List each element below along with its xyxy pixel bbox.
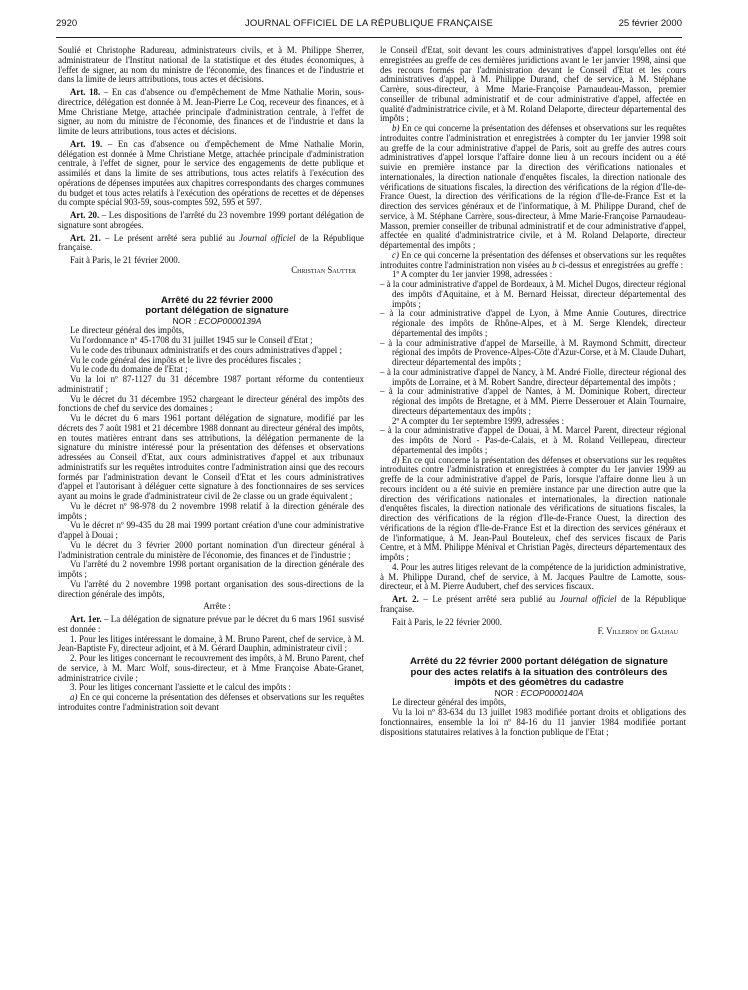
fait-a-paris: Fait à Paris, le 22 février 2000. <box>392 616 502 627</box>
fait-a-paris: Fait à Paris, le 21 février 2000. <box>70 255 180 265</box>
list-item: 4. Pour les autres litiges relevant de la compétence de la juridiction administrative, à M. Philippe Durand, chef de service, à M. Jacques Paultre de Lamotte, sous-directeur, et à M. Pierre Audubert, chef des services fiscaux. <box>380 561 686 592</box>
paragraph: Vu l'ordonnance nº 45-1708 du 31 juillet 1945 sur le Conseil d'Etat ; <box>70 335 313 345</box>
decree-title-line-3: impôts et des géomètres du cadastre <box>454 677 624 688</box>
nor-label: NOR : <box>494 687 521 698</box>
article-2 <box>380 595 686 615</box>
sub-item-text: En ce qui concerne la présentation des défenses et observations sur les requêtes introduites contre l'administration et enregistrées à compter du 1er janvier 1999 au greffe de la cour administrative d'appel de Paris, lorsque l'affaire donne lieu à un recours incident ou a été suivie en première instance par une direction autre que la direction des vérifications nationales et internationales, la direction nationale d'enquêtes fiscales, la direction nationale des vérifications de situations fiscales, la direction des vérifications de la région d'Ile-de-France Ouest, la direction des vérifications de la région d'Ile-de-France Est et la direction des services généraux et de l'informatique, à M. Jean-Paul Bouteleux, chef des services fiscaux de Paris Centre, et à MM. Philippe Ménival et Christian Pagès, directeurs départementaux des impôts ; <box>380 454 686 562</box>
sub-item-label: d) <box>392 454 400 465</box>
sub-item-a <box>58 693 364 713</box>
dash-item: – à la cour administrative d'appel de Bordeaux, à M. Michel Dugos, directeur régional des impôts d'Aquitaine, et à M. Bernard Heissat, directeur départemental des impôts ; <box>380 279 686 309</box>
article-text: de la République française. <box>380 594 686 614</box>
article-text: – En cas d'absence ou d'empêchement de Mme Nathalie Morin, sous-directrice, délégation est donnée à M. Jean-Pierre Le Coq, receveur des finances, et à Mme Christiane Metge, attachée principale d'administration centrale, à l'effet de signer, au nom du ministre de l'économie, des finances et de l'industrie et dans la limite de leurs attributions, tous actes et décisions. <box>58 87 364 136</box>
journal-name: Journal officiel <box>239 232 296 243</box>
sub-item-text: En ce qui concerne la présentation des défenses et observations sur les requêtes introduites contre l'administration et enregistrées à compter du 1er janvier 1998 soit au greffe de la cour administrative d'appel de Paris, soit au greffe des autres cours administratives d'appel lorsque l'affaire donne lieu à un recours incident ou a été suivie en première instance par la direction des vérifications nationales et internationales, la direction nationale d'enquêtes fiscales, la direction nationale des vérifications de situations fiscales, la direction des vérifications de la région d'Ile-de-France Ouest, la direction des vérifications de la région d'Ile-de-France Est et la direction des services généraux et de l'informatique, à M. Philippe Durand, chef de service, à M. Stéphane Carrère, sous-directeur, à Mme Marie-Françoise Parnaudeau-Masson, premier conseiller de tribunal administratif et de cour administrative d'appel, affectée en qualité d'administratrice civile, et à M. Roland Delaporte, directeur départemental des impôts ; <box>380 123 686 250</box>
article-text: – En cas d'absence ou d'empêchement de Mme Nathalie Morin, délégation est donnée à Mme Christiane Metge, attachée principale d'administration centrale, à l'effet de signer, pour le service des engagements de dette publique et assimilés et dans la limite de ses attributions, tous actes relatifs à l'exécution des opérations de dépenses imputées aux chapitres correspondants des charges communes du budget et tous actes relatifs à l'exécution des opérations de recettes et de dépenses du compte spécial 903-59, sous-comptes 592, 595 et 597. <box>58 138 364 208</box>
list-item: 1. Pour les litiges intéressant le domaine, à M. Bruno Parent, chef de service, à M. Jean-Baptiste Fy, directeur adjoint, et à M. Gérard Dauphin, administrateur civil ; <box>58 633 364 654</box>
sub-item-label: c) <box>392 249 399 260</box>
paragraph: Vu l'arrêté du 2 novembre 1998 portant organisation des sous-directions de la direction générale des impôts, <box>58 578 364 599</box>
article-label: Art. 18. <box>70 87 101 97</box>
dash-item: – à la cour administrative d'appel de Nancy, à M. André Fiolle, directeur régional des impôts de Lorraine, et à M. Robert Sandre, directeur départemental des impôts ; <box>380 366 686 387</box>
paragraph: Vu l'arrêté du 2 novembre 1998 portant organisation de la direction générale des impôts ; <box>58 559 364 579</box>
sub-item-text: En ce qui concerne la présentation des défenses et observations sur les requêtes introduites contre l'administration soit devant <box>58 692 364 712</box>
decree-title-line-1: Arrêté du 22 février 2000 portant délégation de signature <box>409 656 669 667</box>
decree-title-line-2: portant délégation de signature <box>145 305 289 316</box>
date-clause: 1º A compter du 1er janvier 1998, adressées : <box>392 269 553 280</box>
paragraph: Vu le décret du 6 mars 1961 portant délégation de signature, modifié par les décrets des 7 août 1981 et 21 décembre 1988 donnant au directeur général des impôts, en toutes matières entrant dans ses attributions, la délégation permanente de la signature du ministre intéressé pour la présentation des défenses et observations adressées au Conseil d'Etat, aux cours administratives d'appel et aux tribunaux administratifs sur les requêtes introduites contre l'administration ainsi que des recours formés par l'administration devant le Conseil d'Etat et les cours administratives d'appel et l'autorisant à déléguer cette signature à des fonctionnaires de ses services ayant au moins le grade d'administrateur civil de 2e classe ou un grade équivalent ; <box>58 413 364 501</box>
sub-item-c <box>380 251 686 271</box>
paragraph: Vu le décret nº 99-435 du 28 mai 1999 portant création d'une cour administrative d'appel à Douai ; <box>58 520 364 540</box>
running-header <box>56 18 682 38</box>
article-label: Art. 21. <box>70 232 101 243</box>
article-label: Art. 19. <box>70 138 103 149</box>
article-20 <box>58 211 364 231</box>
list-item: 2. Pour les litiges concernant le recouvrement des impôts, à M. Bruno Parent, chef de service, à M. Marc Wolf, sous-directeur, et à Mme Françoise Abate-Granet, administratrice civile ; <box>58 653 364 683</box>
article-21 <box>58 234 364 254</box>
sub-item-b <box>380 124 686 251</box>
paragraph: Le directeur général des impôts, <box>392 697 507 708</box>
paragraph: Vu la loi nº 83-634 du 13 juillet 1983 modifiée portant droits et obligations des fonctionnaires, ensemble la loi nº 84-16 du 11 janvier 1984 modifiée portant dispositions statutaires relatives à la fonction publique de l'Etat ; <box>380 707 686 737</box>
paragraph: Vu le code du domaine de l'Etat ; <box>70 364 188 375</box>
sub-item-label: b) <box>392 123 400 133</box>
paragraph: Vu le décret nº 98-978 du 2 novembre 1998 relatif à la direction générale des impôts ; <box>58 500 364 521</box>
article-label: Art. 2. <box>392 594 419 604</box>
nor-code: ECOP0000140A <box>520 687 584 698</box>
journal-title: JOURNAL OFFICIEL DE LA RÉPUBLIQUE FRANÇAISE <box>244 18 494 29</box>
date-clause: 2º A compter du 1er septembre 1999, adressées : <box>392 415 565 426</box>
article-text: – Les dispositions de l'arrêté du 23 novembre 1999 portant délégation de signature sont abrogées. <box>58 210 364 230</box>
article-label: Art. 20. <box>70 210 100 220</box>
sub-item-text: ci-dessus et enregistrées au greffe : <box>556 259 684 270</box>
sub-item-ref: b <box>552 259 557 270</box>
arrete-heading: Arrête : <box>203 601 231 612</box>
paragraph: Vu le décret du 31 décembre 1952 chargeant le directeur général des impôts des fonctions de chef du service des domaines ; <box>58 393 364 414</box>
dash-item: – à la cour administrative d'appel de Lyon, à Mme Annie Coutures, directrice régionale des impôts de Rhône-Alpes, et à M. Serge Klendek, directeur départemental des impôts ; <box>380 308 686 338</box>
article-text: – La délégation de signature prévue par le décret du 6 mars 1961 susvisé est donnée : <box>58 614 365 634</box>
paragraph-continuation: le Conseil d'Etat, soit devant les cours administratives d'appel lorsqu'elles ont été enregistrées au greffe de ces dernières juridictions avant le 1er janvier 1998, ainsi que des recours formés par l'administration devant le Conseil d'Etat et les cours administratives d'appel, à M. Philippe Durand, chef de service, à M. Stéphane Carrère, sous-directeur, à Mme Marie-Françoise Parnaudeau-Masson, premier conseiller de tribunal administratif et de cour administrative d'appel, affectée en qualité d'administratrice civile, et à M. Roland Delaporte, directeur départemental des impôts ; <box>380 45 686 124</box>
signature: Christian Sautter <box>291 264 356 275</box>
paragraph-continuation: Soulié et Christophe Radureau, administrateurs civils, et à M. Philippe Sherrer, administrateur de l'Institut national de la statistique et des études économiques, à l'effet de signer, au nom du ministre de l'économie, des finances et de l'industrie et dans la limite de leurs attributions, tous actes et décisions. <box>58 45 364 85</box>
decree-title-line-2: pour des actes relatifs à la situation des contrôleurs des <box>410 666 668 678</box>
nor-code: ECOP0000139A <box>198 315 262 326</box>
nor-label: NOR : <box>172 315 199 326</box>
paragraph: Vu le code des tribunaux administratifs et des cours administratives d'appel ; <box>70 344 342 355</box>
signature: F. Villeroy de Galhau <box>597 626 678 637</box>
issue-date: 25 février 2000 <box>618 18 682 29</box>
paragraph: Vu le code général des impôts et le livre des procédures fiscales ; <box>70 354 302 365</box>
paragraph: Vu la loi nº 87-1127 du 31 décembre 1987 portant réforme du contentieux administratif ; <box>58 374 364 394</box>
right-column <box>380 46 686 737</box>
dash-item: – à la cour administrative d'appel de Nantes, à M. Dominique Robert, directeur régional des impôts de Bretagne, et à MM. Pierre Desserouer et Alain Tournaire, directeurs départementaux des impôts ; <box>380 386 686 416</box>
sub-item-label: a) <box>70 692 78 702</box>
sub-item-d <box>380 456 686 563</box>
list-item: 3. Pour les litiges concernant l'assiette et le calcul des impôts : <box>70 682 291 693</box>
page-number: 2920 <box>56 18 78 29</box>
article-label: Art. 1er. <box>70 614 102 624</box>
sub-item-text: En ce qui concerne la présentation des défenses et observations sur les requêtes introduites contre l'administration non visées au <box>380 249 686 270</box>
decree-title-line-1: Arrêté du 22 février 2000 <box>161 294 273 306</box>
article-text: – Le présent arrêté sera publié au <box>100 232 240 243</box>
journal-name: Journal officiel <box>559 594 617 604</box>
dash-item: – à la cour administrative d'appel de Douai, à M. Marcel Parent, directeur régional des impôts de Nord - Pas-de-Calais, et à M. Roland Veillepeau, directeur départemental des impôts ; <box>380 425 686 455</box>
article-text: – Le présent arrêté sera publié au <box>418 594 560 604</box>
article-1 <box>58 615 364 635</box>
left-column <box>58 46 364 713</box>
dash-item: – à la cour administrative d'appel de Marseille, à M. Raymond Schmitt, directeur régional des impôts de Provence-Alpes-Côte d'Azur-Corse, et à M. Claude Duhart, directeur départemental des impôts ; <box>380 337 686 367</box>
article-18 <box>58 88 364 137</box>
paragraph: Vu le décret du 3 février 2000 portant nomination d'un directeur général à l'administration centrale du ministère de l'économie, des finances et de l'industrie ; <box>58 539 364 560</box>
paragraph: Le directeur général des impôts, <box>70 325 185 336</box>
article-text: de la République française. <box>58 232 364 253</box>
article-19 <box>58 140 364 208</box>
